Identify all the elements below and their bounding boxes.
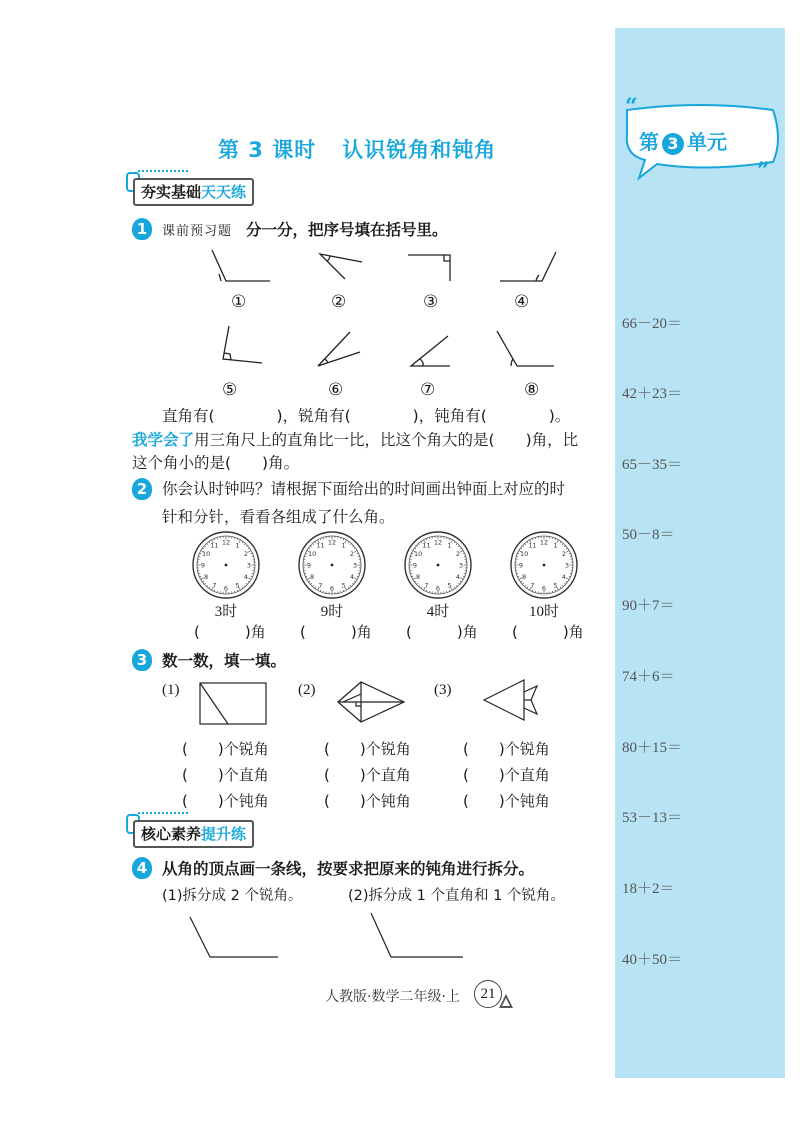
shape-rectangle-figure xyxy=(200,683,266,724)
learned-text-1: 用三角尺上的直角比一比，比这个角大的是( )角，比 xyxy=(194,431,579,449)
shape-fish-figure xyxy=(484,680,537,720)
clock-number: 12 xyxy=(221,538,231,547)
clock-number: 9 xyxy=(412,561,418,570)
q1-prefix: 课前预习题 xyxy=(162,224,233,239)
clock-number: 1 xyxy=(447,541,452,550)
clock-number: 7 xyxy=(424,581,429,590)
section-dots-decoration xyxy=(138,812,188,814)
clock-number: 8 xyxy=(310,573,315,581)
page-number: 21 xyxy=(474,980,502,1008)
q2-prompt-line-2: 针和分针，看看各组成了什么角。 xyxy=(162,508,395,526)
clock-face-1 xyxy=(193,532,259,598)
section-label: 夯实基础天天练 xyxy=(133,178,254,206)
clock-number: 7 xyxy=(530,581,535,590)
svg-text:”: ” xyxy=(757,158,770,184)
clock-number: 2 xyxy=(561,550,566,558)
clock-number: 11 xyxy=(316,541,325,550)
drill-10: 40＋50＝ xyxy=(622,952,683,968)
clock-number: 4 xyxy=(349,573,354,581)
shape-label-2: (2) xyxy=(298,682,316,698)
obtuse-angle-figure-2 xyxy=(371,913,463,957)
clock-center-dot xyxy=(331,564,334,567)
angle-label-6: ⑥ xyxy=(328,380,344,400)
clock-face-4 xyxy=(511,532,577,598)
question-number-1: 1 xyxy=(132,218,152,240)
shape1-right-count: ( )个直角 xyxy=(182,766,269,784)
shape1-obtuse-count: ( )个钝角 xyxy=(182,792,269,810)
clock-answer-2: ( )角 xyxy=(300,623,372,641)
clock-number: 4 xyxy=(243,573,248,581)
clock-number: 5 xyxy=(341,581,346,590)
q1-learned-line-2: 这个角小的是( )角。 xyxy=(132,454,300,472)
clock-number: 5 xyxy=(447,581,452,590)
clock-number: 10 xyxy=(413,550,423,558)
clock-face-3 xyxy=(405,532,471,598)
angle-figure-5 xyxy=(223,326,262,363)
drill-8: 53－13＝ xyxy=(622,810,683,826)
shape3-obtuse-count: ( )个钝角 xyxy=(463,792,550,810)
svg-text:“: “ xyxy=(625,94,638,120)
clock-faces xyxy=(0,525,800,645)
clock-time-2: 9时 xyxy=(320,604,344,620)
clock-number: 11 xyxy=(528,541,537,550)
drill-1: 66－20＝ xyxy=(622,316,683,332)
clock-time-1: 3时 xyxy=(214,604,238,620)
clock-number: 1 xyxy=(553,541,558,550)
drill-3: 65－35＝ xyxy=(622,457,683,473)
section-label: 核心素养提升练 xyxy=(133,820,254,848)
shape2-obtuse-count: ( )个钝角 xyxy=(324,792,411,810)
clock-number: 3 xyxy=(564,561,570,570)
question-number-3: 3 xyxy=(132,649,152,671)
obtuse-angle-figure-1 xyxy=(190,917,278,957)
q2-prompt-line-1: 你会认时钟吗？请根据下面给出的时间画出钟面上对应的时 xyxy=(162,480,566,498)
clock-time-3: 4时 xyxy=(426,604,450,620)
clock-number: 4 xyxy=(455,573,460,581)
clock-number: 3 xyxy=(246,561,252,570)
clock-number: 12 xyxy=(539,538,549,547)
clock-number: 9 xyxy=(518,561,524,570)
drill-6: 74＋6＝ xyxy=(622,669,675,685)
footer-edition: 人教版·数学二年级·上 xyxy=(325,989,460,1005)
shape2-acute-count: ( )个锐角 xyxy=(324,740,411,758)
clock-number: 1 xyxy=(235,541,240,550)
clock-number: 6 xyxy=(223,584,229,593)
clock-number: 3 xyxy=(352,561,358,570)
clock-number: 5 xyxy=(553,581,558,590)
q4-part-1: (1)拆分成 2 个锐角。 xyxy=(162,888,303,904)
q1-fill-in-line: 直角有( )，锐角有( )，钝角有( )。 xyxy=(162,407,571,425)
shape3-acute-count: ( )个锐角 xyxy=(463,740,550,758)
angle-label-3: ③ xyxy=(423,292,439,312)
clock-number: 8 xyxy=(522,573,527,581)
question-number-2: 2 xyxy=(132,478,152,500)
angle-figure-7 xyxy=(411,336,450,366)
drill-4: 50－8＝ xyxy=(622,527,675,543)
clock-number: 9 xyxy=(306,561,312,570)
clock-number: 2 xyxy=(455,550,460,558)
q3-prompt: 数一数，填一填。 xyxy=(162,652,287,670)
clock-number: 10 xyxy=(307,550,317,558)
clock-number: 12 xyxy=(433,538,443,547)
clock-center-dot xyxy=(543,564,546,567)
q1-prompt-text: 分一分，把序号填在括号里。 xyxy=(246,221,448,239)
shape-label-1: (1) xyxy=(162,682,180,698)
angle-label-4: ④ xyxy=(514,292,530,312)
clock-number: 8 xyxy=(204,573,209,581)
clock-face-2 xyxy=(299,532,365,598)
drill-9: 18＋2＝ xyxy=(622,881,675,897)
angle-figure-6 xyxy=(318,332,360,366)
drill-2: 42＋23＝ xyxy=(622,386,683,402)
clock-number: 7 xyxy=(212,581,217,590)
clock-number: 5 xyxy=(235,581,240,590)
clock-number: 6 xyxy=(329,584,335,593)
clock-number: 2 xyxy=(243,550,248,558)
shape3-right-count: ( )个直角 xyxy=(463,766,550,784)
angle-label-7: ⑦ xyxy=(420,380,436,400)
clock-answer-1: ( )角 xyxy=(194,623,266,641)
clock-number: 10 xyxy=(201,550,211,558)
clock-number: 10 xyxy=(519,550,529,558)
clock-center-dot xyxy=(437,564,440,567)
shape-kite-figure xyxy=(338,682,404,722)
angle-label-1: ① xyxy=(231,292,247,312)
shape-label-3: (3) xyxy=(434,682,452,698)
angle-figure-3 xyxy=(408,255,450,281)
clock-number: 1 xyxy=(341,541,346,550)
angle-label-5: ⑤ xyxy=(222,380,238,400)
clock-number: 11 xyxy=(422,541,431,550)
lesson-topic: 认识锐角和钝角 xyxy=(342,138,497,162)
unit-badge-number: 3 xyxy=(662,133,684,155)
lesson-number: 第 3 课时 xyxy=(218,138,317,162)
clock-number: 9 xyxy=(200,561,206,570)
clock-number: 6 xyxy=(541,584,547,593)
learned-tag: 我学会了 xyxy=(132,431,195,449)
angle-figure-2 xyxy=(320,254,362,279)
clock-answer-3: ( )角 xyxy=(406,623,478,641)
angle-figure-1 xyxy=(212,250,270,281)
section-core-practice-header xyxy=(130,812,280,843)
clock-center-dot xyxy=(225,564,228,567)
angle-figure-4 xyxy=(500,252,556,281)
clock-answer-4: ( )角 xyxy=(512,623,584,641)
triangle-decoration-icon xyxy=(498,993,514,1009)
angle-figure-8 xyxy=(497,331,554,366)
q3-shape-figures xyxy=(0,678,800,738)
shape1-acute-count: ( )个锐角 xyxy=(182,740,269,758)
clock-number: 11 xyxy=(210,541,219,550)
drill-7: 80＋15＝ xyxy=(622,740,683,756)
angle-label-8: ⑧ xyxy=(524,380,540,400)
q1-learned-line-1 xyxy=(132,428,578,450)
question-number-4: 4 xyxy=(132,857,152,879)
clock-number: 7 xyxy=(318,581,323,590)
clock-number: 2 xyxy=(349,550,354,558)
shape2-right-count: ( )个直角 xyxy=(324,766,411,784)
clock-time-4: 10时 xyxy=(528,604,559,620)
q1-angle-figures xyxy=(0,0,800,420)
unit-badge-prefix: 第 xyxy=(639,130,659,154)
q4-prompt: 从角的顶点画一条线，按要求把原来的钝角进行拆分。 xyxy=(162,860,535,878)
clock-number: 8 xyxy=(416,573,421,581)
q4-part-2: (2)拆分成 1 个直角和 1 个锐角。 xyxy=(348,888,565,904)
unit-badge-suffix: 单元 xyxy=(687,130,727,154)
clock-number: 6 xyxy=(435,584,441,593)
clock-number: 4 xyxy=(561,573,566,581)
drill-5: 90＋7＝ xyxy=(622,598,675,614)
angle-label-2: ② xyxy=(331,292,347,312)
clock-number: 3 xyxy=(458,561,464,570)
clock-number: 12 xyxy=(327,538,337,547)
